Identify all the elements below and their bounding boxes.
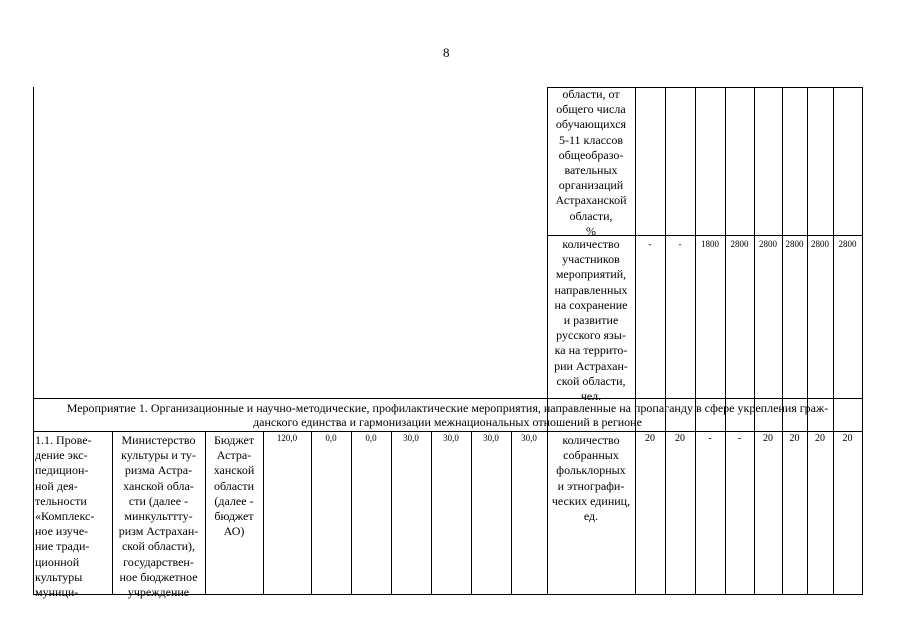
participants-value: - xyxy=(648,239,652,249)
col-line xyxy=(351,431,352,595)
activity-value: 20 xyxy=(815,433,825,444)
value-col-line xyxy=(695,87,696,595)
activity-value: 20 xyxy=(763,433,773,444)
activity-funding-source: Бюджет Астра- ханской области (далее - бюджет АО) xyxy=(213,433,255,539)
value-col-line xyxy=(807,87,808,595)
activity-name: 1.1. Прове- дение экс- педицион- ной дея- тельности «Комплекс- ное изуче- ние тради- ционной культуры муници- xyxy=(35,433,95,600)
col-line xyxy=(431,431,432,595)
activity-executor: Министерство культуры и ту- ризма Астра- ханской обла- сти (далее - минкульттту- ризм Астрахан- ской области), государствен- ное бюджетное учреждение xyxy=(118,433,199,600)
activity-value: 20 xyxy=(842,433,853,444)
funding-value: 30,0 xyxy=(403,433,419,443)
participants-value: 2800 xyxy=(811,239,829,249)
program-table xyxy=(33,87,863,600)
col-line xyxy=(311,431,312,595)
row-divider xyxy=(33,398,862,399)
col-line xyxy=(391,431,392,595)
indicator-participants-text: количество участников мероприятий, направленных на сохранение и развитие русского язы- ка на террито- рии Астрахан- ской области, чел. xyxy=(554,237,628,404)
funding-value: 0,0 xyxy=(365,433,377,443)
activity-value: 20 xyxy=(789,433,800,444)
col-line xyxy=(471,431,472,595)
participants-value: 2800 xyxy=(838,239,857,249)
value-col-line xyxy=(635,87,636,595)
section-banner-line1: Мероприятие 1. Организационные и научно-методические, профилактические мероприятия, направленные на пропаганду в сфере укрепления граж- xyxy=(66,401,829,415)
page-number: 8 xyxy=(443,45,450,60)
funding-value: 30,0 xyxy=(443,433,459,443)
value-col-line xyxy=(833,87,834,595)
activity-value: - xyxy=(708,433,712,444)
table-border-left xyxy=(33,87,34,595)
activity-value: - xyxy=(737,433,742,444)
indicator-share-text: области, от общего числа обучающихся 5-11 классов общеобразо- вательных организаций Астраханской области, % xyxy=(555,87,627,238)
value-col-line xyxy=(782,87,783,595)
funding-value: 30,0 xyxy=(483,433,499,443)
funding-value: 120,0 xyxy=(276,433,298,443)
col-line xyxy=(511,431,512,595)
participants-value: 2800 xyxy=(759,239,777,249)
table-border-right xyxy=(862,87,863,595)
value-col-line xyxy=(665,87,666,595)
row-divider xyxy=(33,431,862,432)
participants-value: - xyxy=(678,239,682,249)
participants-value: 2800 xyxy=(730,239,749,249)
funding-value: 30,0 xyxy=(521,433,537,443)
participants-value: 2800 xyxy=(785,239,804,249)
value-col-line xyxy=(725,87,726,595)
participants-value: 1800 xyxy=(701,239,719,249)
activity-value: 20 xyxy=(675,433,685,444)
activity-indicator: количество собранных фольклорных и этнографи- ческих единиц, ед. xyxy=(551,433,631,524)
section-banner xyxy=(33,401,862,429)
activity-value: 20 xyxy=(645,433,655,444)
section-banner-line2: данского единства и гармонизации межнациональных отношений в регионе xyxy=(253,415,642,429)
value-col-line xyxy=(754,87,755,595)
funding-value: 0,0 xyxy=(325,433,337,443)
col-line xyxy=(263,431,264,595)
